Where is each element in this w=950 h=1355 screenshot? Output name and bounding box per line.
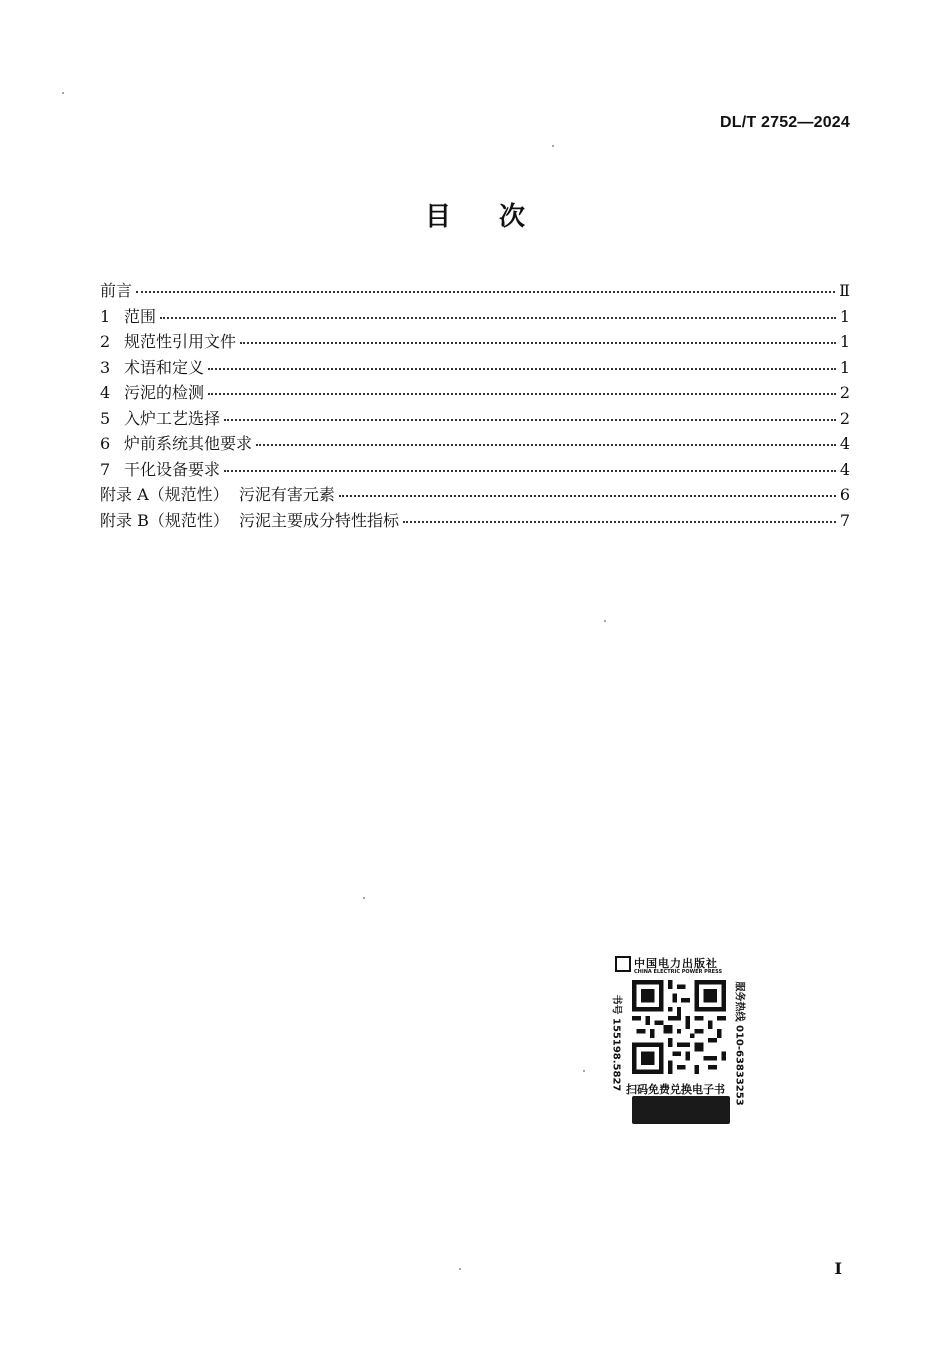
toc-entry-label: 范围	[124, 306, 157, 326]
toc-entry[interactable]	[100, 406, 850, 432]
toc-entry-page: 6	[839, 485, 850, 504]
qr-code-icon[interactable]	[632, 980, 726, 1074]
publisher-name: 中国电力出版社	[634, 957, 718, 970]
toc-entry-number: 5	[100, 408, 111, 428]
toc-dot-leader	[339, 494, 836, 497]
toc-entry-label: 附录 A（规范性） 污泥有害元素	[100, 485, 335, 504]
toc-entry[interactable]	[100, 278, 850, 304]
publisher-name-en: CHINA ELECTRIC POWER PRESS	[634, 969, 723, 975]
toc-entry[interactable]	[100, 431, 850, 457]
publisher-logo-icon	[615, 956, 631, 972]
qr-caption: 扫码免费兑换电子书	[626, 1083, 725, 1096]
toc-entry-label: 术语和定义	[124, 357, 205, 377]
toc-dot-leader	[224, 418, 836, 421]
toc-dot-leader	[240, 341, 836, 344]
toc-title: 目次	[424, 202, 573, 232]
standard-code: DL/T 2752—2024	[720, 114, 850, 131]
toc-dot-leader	[208, 367, 836, 370]
qr-sticker[interactable]	[610, 953, 745, 1128]
toc-entry-number: 7	[100, 459, 111, 479]
toc-entry-label: 污泥的检测	[124, 383, 205, 402]
toc-entry-label: 规范性引用文件	[124, 332, 237, 351]
toc-dot-leader	[208, 392, 836, 395]
toc-entry-page: 7	[839, 510, 850, 530]
scan-speck	[459, 1268, 461, 1270]
toc-list	[100, 278, 850, 533]
scan-speck	[583, 1070, 585, 1072]
toc-dot-leader	[224, 469, 836, 472]
service-phone: 服务热线 010-63833253	[733, 981, 745, 1106]
page-number: I	[834, 1259, 842, 1278]
toc-dot-leader	[256, 443, 836, 446]
toc-entry-number: 6	[100, 434, 111, 453]
toc-entry-page: 1	[839, 306, 850, 326]
toc-entry-page: 4	[839, 434, 850, 453]
toc-entry-label: 附录 B（规范性） 污泥主要成分特性指标	[100, 510, 400, 530]
toc-entry-number: 4	[100, 383, 111, 402]
toc-entry-number: 1	[100, 306, 111, 326]
scan-speck	[604, 620, 606, 622]
toc-dot-leader	[160, 316, 836, 319]
scan-speck	[363, 897, 365, 899]
toc-entry[interactable]	[100, 457, 850, 483]
toc-entry[interactable]	[100, 304, 850, 330]
toc-entry[interactable]	[100, 508, 850, 534]
toc-entry-label: 入炉工艺选择	[124, 408, 221, 428]
toc-entry[interactable]	[100, 329, 850, 355]
scratch-code-panel	[632, 1096, 730, 1124]
toc-entry[interactable]	[100, 482, 850, 508]
toc-dot-leader	[136, 290, 835, 293]
scan-speck	[62, 92, 64, 94]
toc-entry-page: 1	[839, 357, 850, 377]
toc-entry-page: 4	[839, 459, 850, 479]
book-number: 书号 155198.5827	[610, 994, 622, 1092]
toc-entry-label: 炉前系统其他要求	[124, 434, 253, 453]
toc-entry-label: 干化设备要求	[124, 459, 221, 479]
toc-entry-page: Ⅱ	[839, 281, 850, 300]
toc-entry[interactable]	[100, 355, 850, 381]
toc-entry[interactable]	[100, 380, 850, 406]
scan-speck	[552, 145, 554, 147]
toc-entry-number: 3	[100, 357, 111, 377]
toc-entry-number: 2	[100, 332, 111, 351]
toc-entry-page: 2	[839, 383, 850, 402]
toc-entry-label: 前言	[100, 281, 133, 300]
toc-dot-leader	[403, 520, 836, 523]
toc-entry-page: 2	[839, 408, 850, 428]
toc-entry-page: 1	[839, 332, 850, 351]
